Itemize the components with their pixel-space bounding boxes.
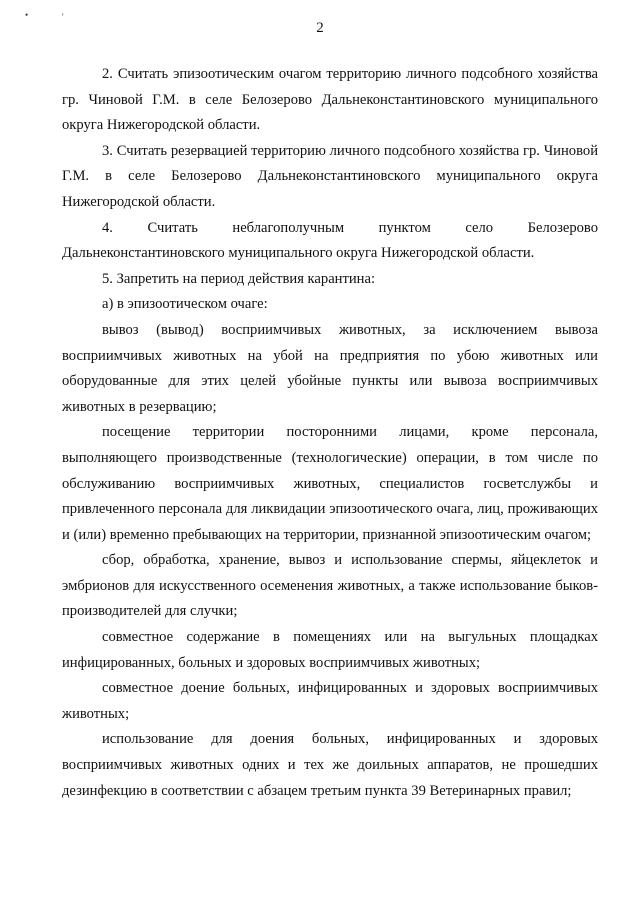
paragraph-item-3: 3. Считать резервацией территорию личного подсобного хозяйства гр. Чиновой Г.М. в селе Белозерово Дальнеконстантиновского муниципального округа Нижегородской области. — [62, 142, 598, 210]
scan-artifact-dot: • — [25, 10, 29, 20]
document-body — [62, 62, 598, 804]
paragraph-item-5: 5. Запретить на период действия карантина: — [102, 270, 376, 287]
paragraph-reproductive-material: сбор, обработка, хранение, вывоз и использование спермы, яйцеклеток и эмбрионов для искусственного осеменения животных, а также использование быков-производителей для случки; — [62, 552, 598, 620]
paragraph-milking-equipment: использование для доения больных, инфицированных и здоровых восприимчивых животных одних и тех же доильных аппаратов, не прошедших дезинфекцию в соответствии с абзацем третьим пункта 39 Ветеринарных правил; — [62, 731, 598, 799]
paragraph-animal-removal: вывоз (вывод) восприимчивых животных, за исключением вывоза восприимчивых животных на убой на предприятия по убою животных или оборудованные для этих целей убойные пункты или вывоза восприимчивых животных в резервацию; — [62, 321, 598, 415]
paragraph-joint-keeping: совместное содержание в помещениях или на выгульных площадках инфицированных, больных и здоровых восприимчивых животных; — [62, 629, 598, 671]
paragraph-item-4: 4. Считать неблагополучным пунктом село Белозерово Дальнеконстантиновского муниципального округа Нижегородской области. — [62, 219, 598, 262]
paragraph-joint-milking: совместное доение больных, инфицированных и здоровых восприимчивых животных; — [62, 680, 598, 722]
scan-artifact-tick: ' — [62, 12, 64, 22]
page-number: 2 — [316, 20, 324, 36]
paragraph-item-2: 2. Считать эпизоотическим очагом территорию личного подсобного хозяйства гр. Чиновой Г.М. в селе Белозерово Дальнеконстантиновского муниципального округа Нижегородской области. — [62, 66, 598, 134]
paragraph-visit-restriction: посещение территории посторонними лицами, кроме персонала, выполняющего производственные (технологические) операции, в том числе по обслуживанию восприимчивых животных, специалистов госветслужбы и привлеченного персонала для ликвидации эпизоотического очага, лиц, проживающих и (или) временно пребывающих на территории, признанной эпизоотическим очагом; — [62, 424, 598, 543]
paragraph-subitem-a: а) в эпизоотическом очаге: — [102, 296, 268, 313]
